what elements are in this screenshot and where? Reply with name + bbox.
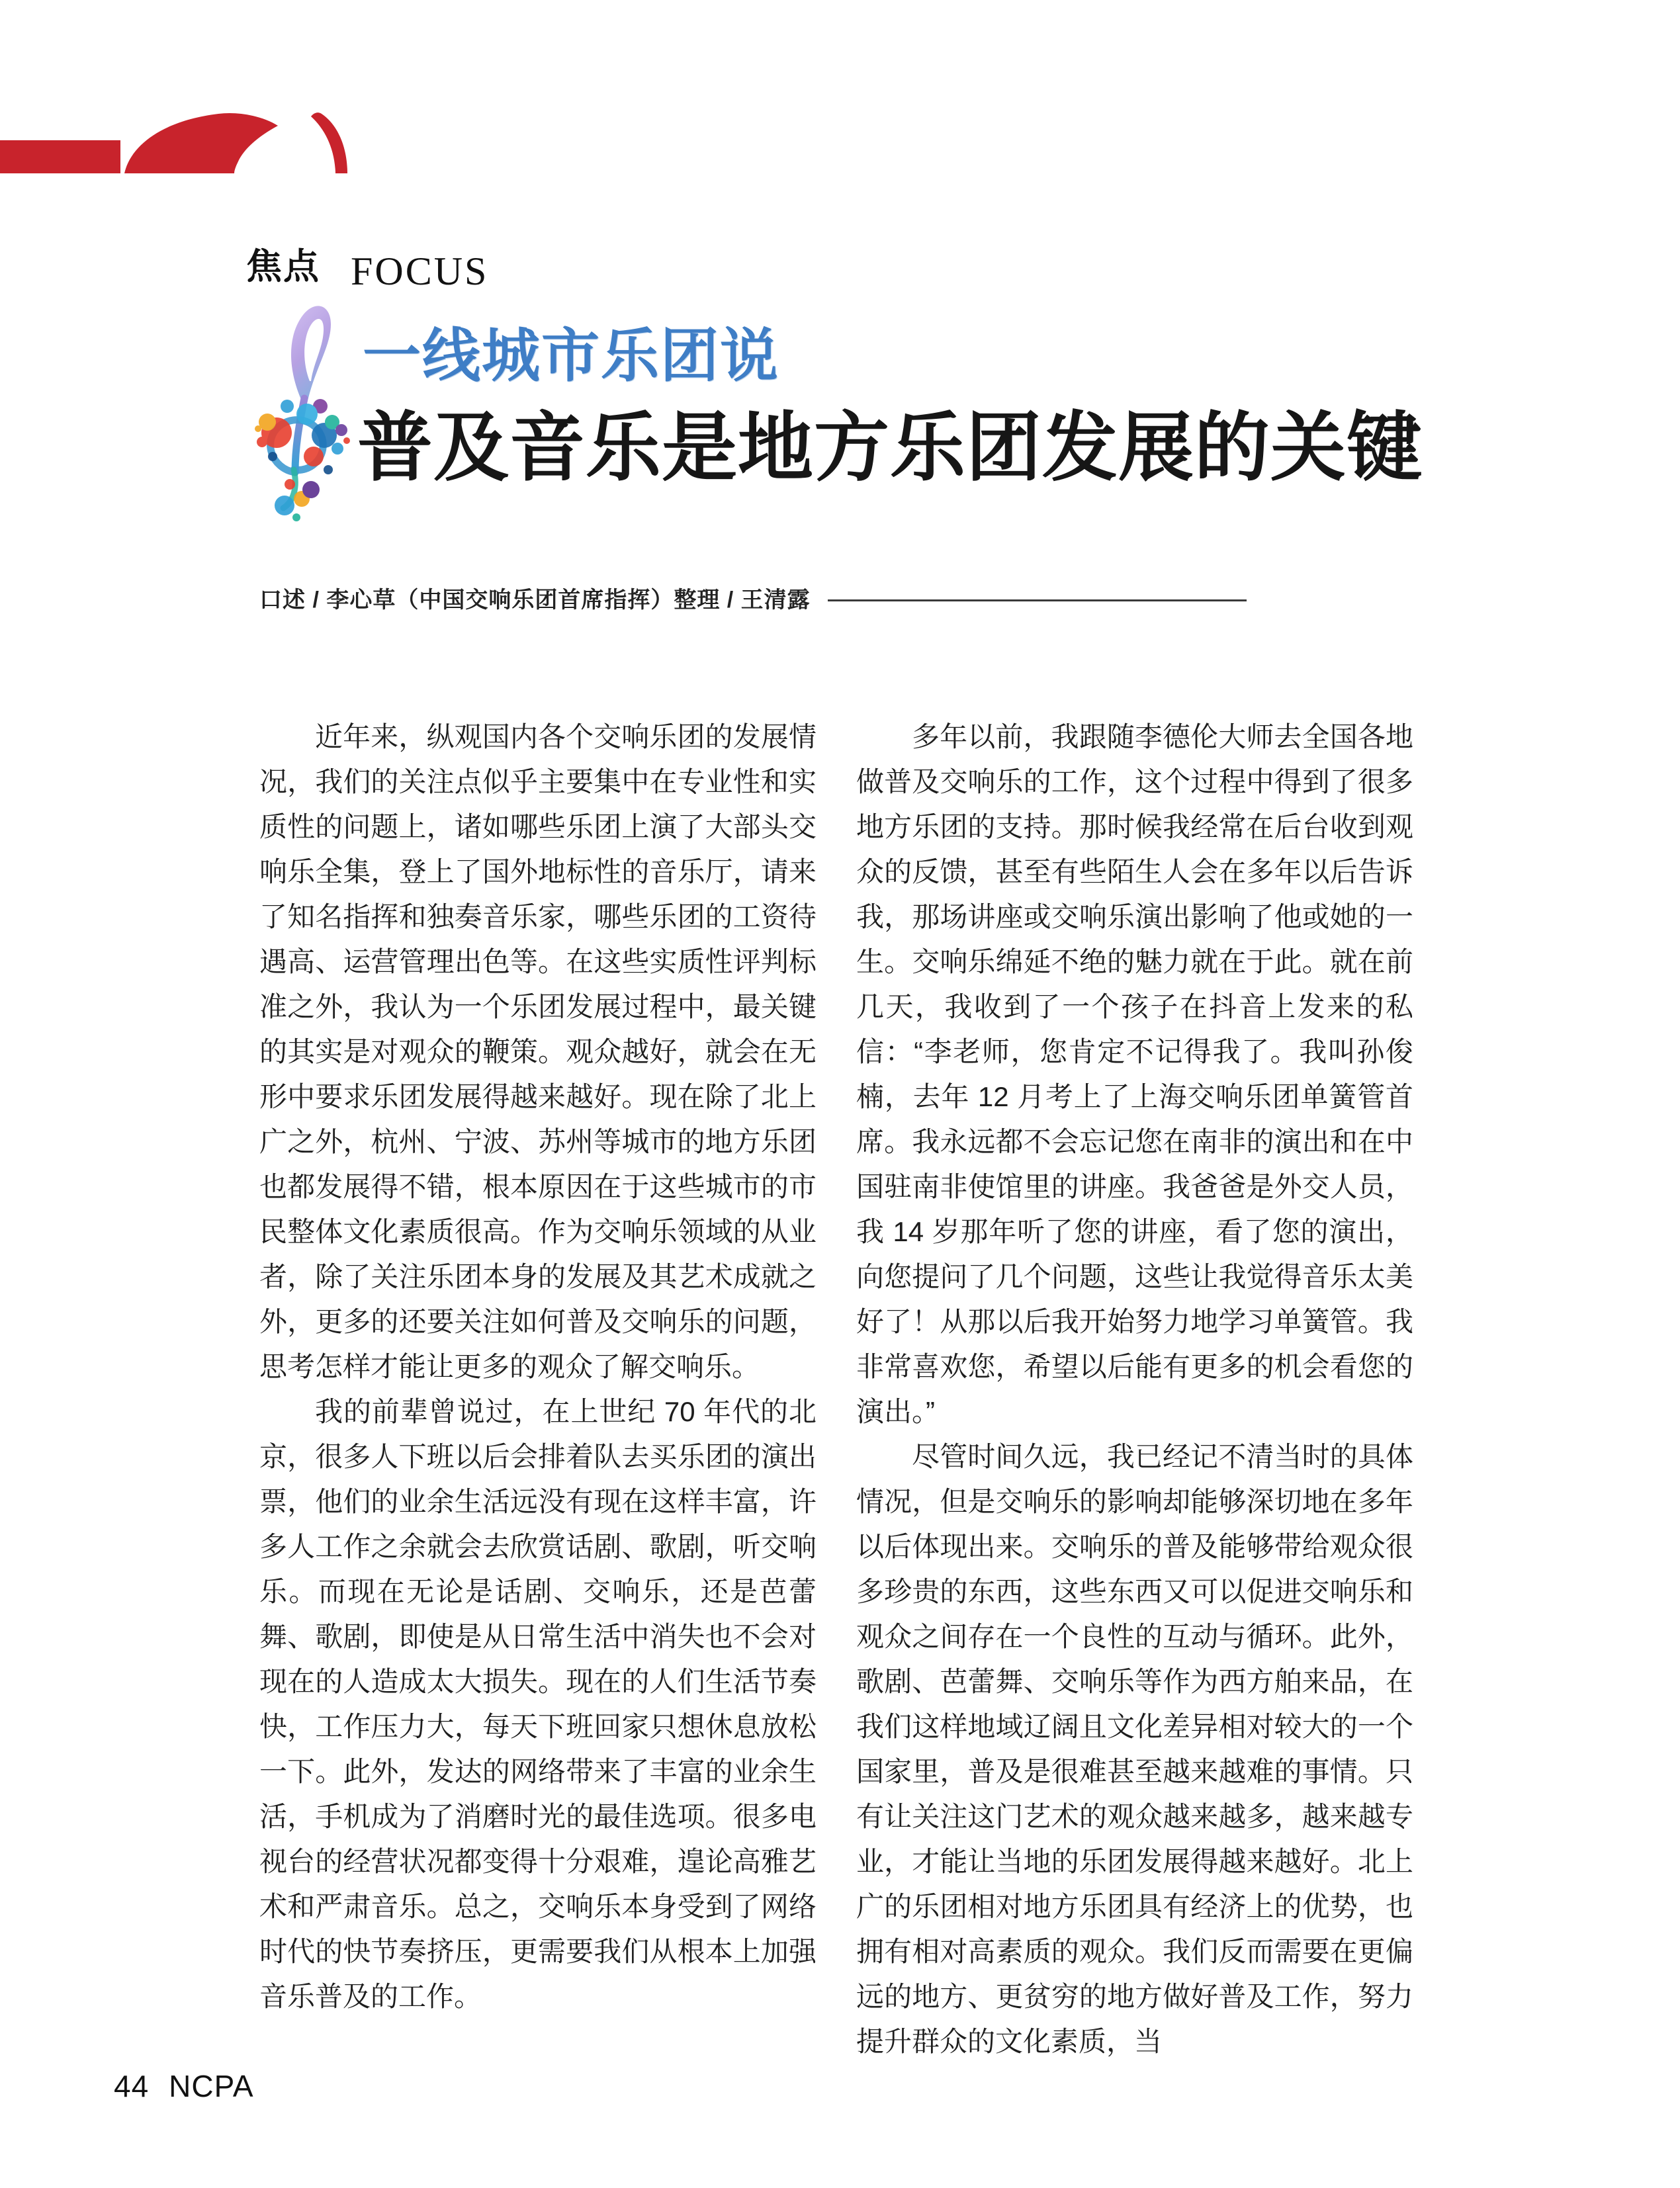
page-number: 44 — [114, 2069, 150, 2103]
treble-clef-icon — [250, 299, 353, 528]
right-column — [856, 715, 1413, 2064]
brand-name: NCPA — [169, 2069, 254, 2103]
masthead — [0, 112, 503, 293]
left-column — [259, 715, 817, 2019]
paint-splatter — [255, 399, 350, 521]
kicker: 一线城市乐团说 — [363, 323, 780, 388]
article-title: 普及音乐是地方乐团发展的关键 — [357, 406, 1423, 490]
page-footer — [114, 2068, 254, 2105]
byline: 口述 / 李心草（中国交响乐团首席指挥）整理 / 王清露 — [259, 588, 811, 613]
section-label-en: FOCUS — [351, 249, 489, 293]
section-label-cn: 焦点 — [246, 247, 320, 286]
masthead-wing-shape — [124, 113, 278, 173]
byline-rule — [828, 599, 1247, 601]
masthead-swoosh-graphic — [0, 112, 503, 185]
paragraph: 我的前辈曾说过，在上世纪 70 年代的北京，很多人下班以后会排着队去买乐团的演出票，他们的业余生活远没有现在这样丰富，许多人工作之余就会去欣赏话剧、歌剧，听交响乐。而现在无论是话剧、交响乐，还是芭蕾舞、歌剧，即使是从日常生活中消失也不会对现在的人造成太大损失。现在的人们生活节奏快，工作压力大，每天下班回家只想休息放松一下。此外，发达的网络带来了丰富的业余生活，手机成为了消磨时光的最佳选项。很多电视台的经营状况都变得十分艰难，遑论高雅艺术和严肃音乐。总之，交响乐本身受到了网络时代的快节奏挤压，更需要我们从根本上加强音乐普及的工作。 — [259, 1396, 817, 2012]
masthead-tail-shape — [311, 112, 347, 173]
paragraph: 多年以前，我跟随李德伦大师去全国各地做普及交响乐的工作，这个过程中得到了很多地方乐团的支持。那时候我经常在后台收到观众的反馈，甚至有些陌生人会在多年以后告诉我，那场讲座或交响乐演出影响了他或她的一生。交响乐绵延不绝的魅力就在于此。就在前几天，我收到了一个孩子在抖音上发来的私信：“李老师，您肯定不记得我了。我叫孙俊楠，去年 12 月考上了上海交响乐团单簧管首席。我永远都不会忘记您在南非的演出和在中国驻南非使馆里的讲座。我爸爸是外交人员，我 14 岁那年听了您的讲座，看了您的演出，向您提问了几个问题，这些让我觉得音乐太美好了！从那以后我开始努力地学习单簧管。我非常喜欢您，希望以后能有更多的机会看您的演出。” — [856, 721, 1413, 1427]
byline-row — [259, 585, 1247, 617]
masthead-red-bar — [0, 140, 120, 173]
paragraph: 近年来，纵观国内各个交响乐团的发展情况，我们的关注点似乎主要集中在专业性和实质性的问题上，诸如哪些乐团上演了大部头交响乐全集，登上了国外地标性的音乐厅，请来了知名指挥和独奏音乐家，哪些乐团的工资待遇高、运营管理出色等。在这些实质性评判标准之外，我认为一个乐团发展过程中，最关键的其实是对观众的鞭策。观众越好，就会在无形中要求乐团发展得越来越好。现在除了北上广之外，杭州、宁波、苏州等城市的地方乐团也都发展得不错，根本原因在于这些城市的市民整体文化素质很高。作为交响乐领域的从业者，除了关注乐团本身的发展及其艺术成就之外，更多的还要关注如何普及交响乐的问题，思考怎样才能让更多的观众了解交响乐。 — [259, 721, 817, 1382]
paragraph: 尽管时间久远，我已经记不清当时的具体情况，但是交响乐的影响却能够深切地在多年以后体现出来。交响乐的普及能够带给观众很多珍贵的东西，这些东西又可以促进交响乐和观众之间存在一个良性的互动与循环。此外，歌剧、芭蕾舞、交响乐等作为西方舶来品，在我们这样地域辽阔且文化差异相对较大的一个国家里，普及是很难甚至越来越难的事情。只有让关注这门艺术的观众越来越多，越来越专业，才能让当地的乐团发展得越来越好。北上广的乐团相对地方乐团具有经济上的优势，也拥有相对高素质的观众。我们反而需要在更偏远的地方、更贫穷的地方做好普及工作，努力提升群众的文化素质，当 — [856, 1441, 1413, 2057]
